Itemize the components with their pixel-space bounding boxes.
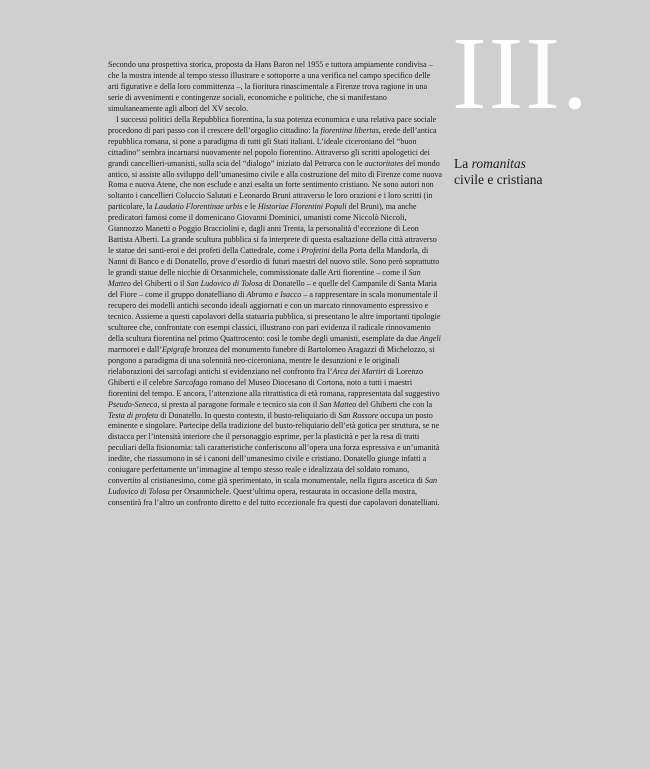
text-run: di Donatello. In questo contesto, il busto-reliquiario di [158,410,339,420]
text-run: di Lorenzo Ghiberti e il celebre [108,366,424,387]
chapter-title-italic: romanitas [471,156,526,171]
italic-run: San Ludovico di Tolosa [108,476,438,497]
italic-run: auctoritates [364,158,404,168]
chapter-title-prefix: La [454,156,472,171]
text-run: , erede dell’antica repubblica romana, si pone a paradigma di tutti gli Stati italiani. L’ideale ciceroniano del “buon cittadino” sembra incarnarsi nuovamente nel popolo fiorentino. Attraverso gli scritti apologetici dei grandi cancellieri-umanisti, sulla scia del “dialogo” iniziato dal Petrarca con le [108,125,437,168]
italic-run: Historiae Florentini Populi [257,202,347,212]
text-run: e le [242,202,258,212]
italic-run: Testa di profeta [108,410,159,420]
italic-run: San Ludovico di Tolosa [186,279,263,289]
chapter-numeral: III. [452,16,590,131]
paragraph [108,115,442,509]
chapter-title-line-1 [454,156,542,172]
italic-run: San Matteo [319,399,357,409]
italic-run: fiorentina libertas [320,125,379,135]
text-run: di Donatello – e quelle del Campanile di Santa Maria del Fiore – come il gruppo donatelliano di [108,279,437,300]
italic-run: Profetini [301,246,330,256]
text-run: marmorei e dall’ [108,344,162,354]
text-run: Secondo una prospettiva storica, proposta da Hans Baron nel 1955 e tuttora ampiamente condivisa – che la mostra intende al tempo stesso illustrare e sottoporre a una verifica nel campo specifico delle arti figurative e della loro committenza –, la fioritura rinascimentale a Firenze trova ragione in una serie di avvenimenti e contingenze sociali, economiche e politiche, che si manifestano simultaneamente agli albori del XV secolo. [108,60,433,113]
italic-run: Epigrafe [161,344,191,354]
text-run: bronzea del monumento funebre di Bartolomeo Aragazzi di Michelozzo, si pongono a paradigma di una solennità neo-ciceroniana, mentre le desunzioni e le originali rielaborazioni dei sarcofagi antichi si evidenziano nel confronto fra l’ [108,344,435,376]
text-run: per Orsanmichele. Quest’ultima opera, restaurata in occasione della mostra, consentirà fra l’altro un confronto diretto e del tutto eccezionale fra questi due capolavori donatelliani. [108,487,440,508]
body-text [108,60,442,509]
italic-run: Pseudo-Seneca [108,399,158,409]
text-run: , si presta al paragone formale e tecnico sia con il [157,399,320,409]
italic-run: Sarcofago [174,377,208,387]
italic-run: San Matteo [108,268,421,289]
italic-run: Angeli [419,333,441,343]
italic-run: San Rossore [338,410,379,420]
text-run: del Ghiberti che con la [356,399,433,409]
text-run: occupa un posto eminente e singolare. Partecipe della tradizione del busto-reliquiario dell’età gotica per struttura, se ne distacca per l’intensità interiore che il personaggio esprime, per la plasticità e per la resa di tratti peculiari della fisionomia: tali caratteristiche conferiscono all’opera una forza espressiva e un’umanità inedite, che riassumono in sé i canoni dell’umanesimo civile e cristiano. Donatello giunge infatti a coniugare perfettamente un’immagine al tempo stesso reale e idealizzata del soldato romano, convertito al cristianesimo, come già sperimentato, in scala monumentale, nella figura ascetica di [108,410,440,486]
text-run: – a rappresentare in scala monumentale il recupero dei modelli antichi secondo ideali aggiornati e con un marcato rinnovamento espressivo e tecnico. Assieme a questi capolavori della statuaria pubblica, si presentano le altre importanti tipologie scultoree che, confrontate con esempi classici, illustrano con pari evidenza il radicale rinnovamento della scultura fiorentina nel primo Quattrocento: così le tombe degli umanisti, esemplate da due [108,290,441,343]
text-run: I successi politici della Repubblica fiorentina, la sua potenza economica e una relativa pace sociale procedono di pari passo con il crescere dell’orgoglio cittadino: la [108,114,437,135]
paragraph [108,60,442,115]
text-run: del Ghiberti o il [130,279,187,289]
italic-run: Arca dei Martiri [332,366,386,376]
text-run: del Bruni), ma anche predicatori famosi come il domenicano Giovanni Dominici, umanisti come Niccolò Niccoli, Giannozzo Manetti o Poggio Bracciolini e, dagli anni Trenta, la personalità d’eccezione di Leon Battista Alberti. La grande scultura pubblica si fa interprete di questa esaltazione della città attraverso le statue dei santi-eroi e dei profeti della Cattedrale, come i [108,202,437,256]
chapter-title [454,156,542,188]
text-run: romano del Museo Diocesano di Cortona, noto a tutti i maestri fiorentini del tempo. E ancora, l’attenzione alla ritrattistica di età romana, rappresentata dal suggestivo [108,377,440,398]
text-run: del mondo antico, si assiste allo sviluppo dell’umanesimo civile e alla costruzione del mito di Firenze come nuova Roma e nuova Atene, che non esclude e anzi esalta un forte sentimento cristiano. Ne sono autori non soltanto i cancellieri Coluccio Salutati e Leonardo Bruni attraverso le loro orazioni e i loro scritti (in particolare, la [108,158,443,212]
italic-run: Abramo e Isacco [246,290,302,300]
chapter-title-line-2: civile e cristiana [454,172,543,187]
italic-run: Laudatio Florentinae urbis [154,202,243,212]
text-run: della Porta della Mandorla, di Nanni di Banco e di Donatello, prove d’esordio di futuri maestri del nuovo stile. Sono però soprattutto le grandi statue delle nicchie di Orsanmichele, commissionate dalle Arti fiorentine – come il [108,246,440,278]
